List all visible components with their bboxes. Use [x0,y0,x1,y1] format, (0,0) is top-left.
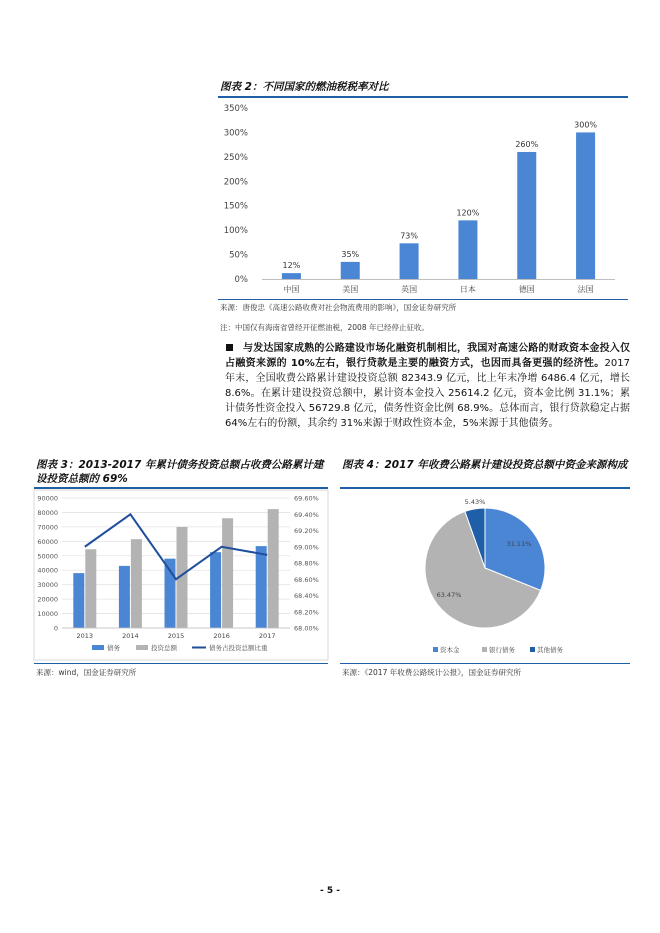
chart3-y2tick-label: 69.60% [294,494,319,503]
chart2-category-label: 德国 [518,285,535,294]
chart2-category-label: 美国 [342,285,359,294]
chart3-ytick-label: 60000 [37,537,58,546]
chart4-value-label: 31.11% [506,540,532,548]
chart2-value-label: 260% [515,139,539,149]
chart4-source: 来源：《2017 年收费公路统计公报》，国金证券研究所 [342,668,521,677]
chart3-header: 图表 3：2013-2017 年累计债务投资总额占收费公路累计建设投资总额的 69% [36,459,324,485]
chart3-category-label: 2017 [258,632,276,640]
chart4-header: 图表 4：2017 年收费公路累计建设投资总额中资金来源构成 [342,459,628,471]
chart2-category-label: 中国 [283,285,300,294]
chart3-ytick-label: 80000 [37,508,58,517]
chart2-note: 注：中国仅有海南省曾经开征燃油税，2008 年已经停止征收。 [220,323,429,332]
chart3-ytick-label: 40000 [37,566,58,575]
chart3-y2tick-label: 68.20% [294,608,319,617]
chart2-ytick-label: 200% [223,177,248,188]
chart2-ytick-label: 0% [234,275,248,285]
chart3-category-label: 2015 [167,632,185,640]
chart4-legend-swatch [433,647,438,652]
chart2-ytick-label: 250% [223,152,248,163]
chart3-category-label: 2014 [122,632,139,640]
chart4-legend-swatch [482,647,487,652]
bullet-bold-text: 与发达国家成熟的公路建设市场化融资机制相比，我国对高速公路的财政资本金投入仅占融资来源的 10%左右，银行贷款是主要的融资方式，也因而具备更强的经济性。 [225,343,630,369]
chart2-category-label: 日本 [459,285,476,294]
chart2-ytick-label: 350% [223,104,248,114]
chart2-ytick-label: 100% [223,226,248,237]
chart2-ytick-label: 150% [223,201,248,212]
chart2-category-label: 法国 [577,285,594,294]
chart3-ytick-label: 30000 [37,581,58,590]
chart3-legend-ratio: 债务占投资总额比重 [209,644,268,652]
chart3-y2tick-label: 68.60% [294,575,319,584]
chart3-y2tick-label: 68.40% [294,592,319,600]
chart3-y2tick-label: 68.00% [294,624,319,633]
chart2-value-label: 35% [341,249,360,259]
chart2-ytick-label: 50% [229,250,248,261]
chart2-value-label: 120% [456,208,480,218]
chart2-value-label: 73% [400,231,418,241]
chart3-y2tick-label: 69.00% [294,543,319,552]
chart2-value-label: 300% [574,120,598,130]
chart3-ytick-label: 20000 [37,595,58,604]
chart3-ytick-label: 90000 [37,494,58,503]
chart4-legend-swatch [530,647,535,652]
chart2-source: 来源：唐俊忠《高速公路收费对社会物流费用的影响》，国金证券研究所 [220,303,457,312]
chart3-legend-total: 投资总额 [151,644,177,652]
chart3-category-label: 2013 [76,632,94,640]
bullet-body-text: 2017 年末，全国收费公路累计建设投资总额 82343.9 亿元，比上年末净增 6486.4 亿元，增长 8.6%。在累计建设投资总额中，累计资本金投入 25614.2 亿元，资本金比例 31.1%；累计债务性资金投入 56729.8 亿元，债务性资金比例 68.9%。总体而言，银行贷款稳定占据 64%左右的份额，其余约 31%来源于财政性资本金，5%来源于其他债务。 [225,358,630,429]
chart4-value-label: 63.47% [436,591,462,599]
chart3-source: 来源：wind，国金证券研究所 [36,668,137,677]
chart4-legend-label: 其他债务 [537,646,563,654]
chart4-legend-label: 资本金 [440,646,460,654]
chart3-ytick-label: 50000 [37,552,58,561]
chart3-ytick-label: 0 [53,624,58,633]
chart2-category-label: 英国 [401,285,418,294]
chart3-category-label: 2016 [213,632,230,640]
chart4-legend-label: 银行债务 [489,646,515,654]
chart4-value-label: 5.43% [464,498,486,506]
chart2-value-label: 12% [282,261,301,271]
chart3-legend-debt: 债务 [107,644,120,652]
chart4-source-rule [340,663,630,664]
chart3-y2tick-label: 68.80% [294,559,319,568]
chart3-ytick-label: 10000 [37,610,58,619]
chart2-header: 图表 2：不同国家的燃油税税率对比 [220,81,389,93]
chart3-y2tick-label: 69.20% [294,527,319,535]
page-number: - 5 - [320,886,340,896]
chart2-ytick-label: 300% [223,128,248,139]
chart3-y2tick-label: 69.40% [294,510,319,519]
chart3-ytick-label: 70000 [37,523,58,532]
